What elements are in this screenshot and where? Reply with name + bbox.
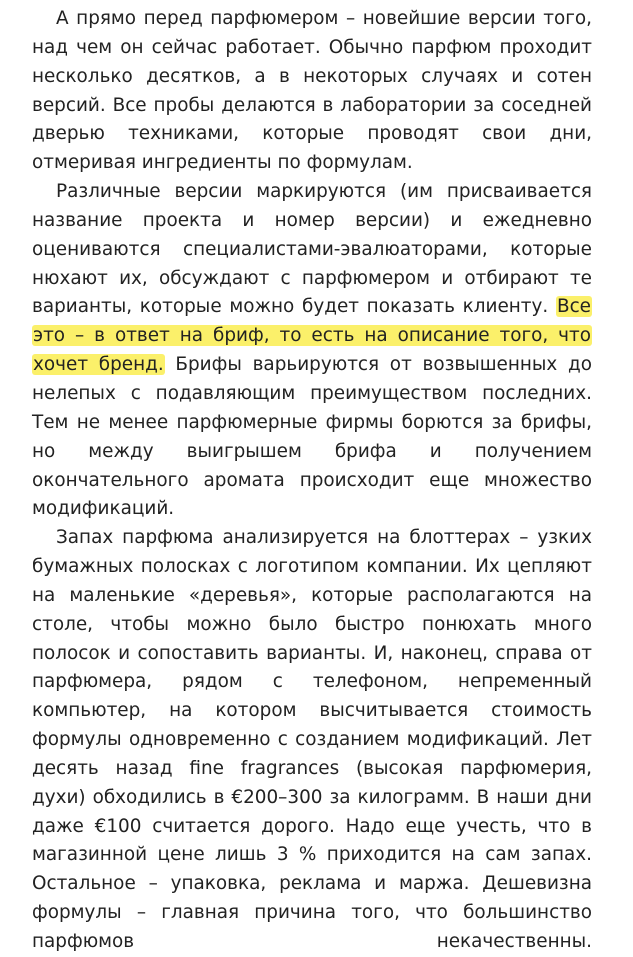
highlighted-sentence[interactable]: Все это – в ответ на бриф, то есть на описание того, что хочет бренд. — [33, 296, 591, 376]
document-page — [32, 5, 592, 957]
paragraph-3: Запах парфюма анализируется на блоттерах – узких бумажных полосках с логотипом компании. Их цепляют на маленькие «деревья», которые располагаются на столе, чтобы можно было быстро понюхать много полосок и сопоставить варианты. И, наконец, справа от парфюмера, рядом с телефоном, непременный компьютер, на котором высчитывается стоимость формулы одновременно с созданием модификаций. Лет десять назад fine fragrances (высокая парфюмерия, духи) обходились в €200–300 за килограмм. В наши дни даже €100 считается дорого. Надо еще учесть, что в магазинной цене лишь 3 % приходится на сам запах. Остальное – упаковка, реклама и маржа. Дешевизна формулы – главная причина того, что большинство парфюмов некачественны. — [32, 527, 592, 952]
paragraph-2-text-after: Брифы варьируются от возвышенных до нелепых с подавляющим преимуществом последних. Тем не менее парфюмерные фирмы борются за брифы, но между выигрышем брифа и получением окончательного аромата происходит еще множество модификаций. — [32, 354, 593, 520]
paragraph-2 — [32, 178, 592, 524]
paragraph-2-text-before: Различные версии маркируются (им присваивается название проекта и номер версии) и ежедневно оцениваются специалистами-эвалюаторами, которые нюхают их, обсуждают с парфюмером и отбирают те варианты, которые можно будет показать клиенту. — [32, 181, 592, 318]
paragraph-1: А прямо перед парфюмером – новейшие версии того, над чем он сейчас работает. Обычно парфюм проходит несколько десятков, а в некоторых случаях и сотен версий. Все пробы делаются в лаборатории за соседней дверью техниками, которые проводят свои дни, отмеривая ингредиенты по формулам. — [32, 8, 592, 174]
